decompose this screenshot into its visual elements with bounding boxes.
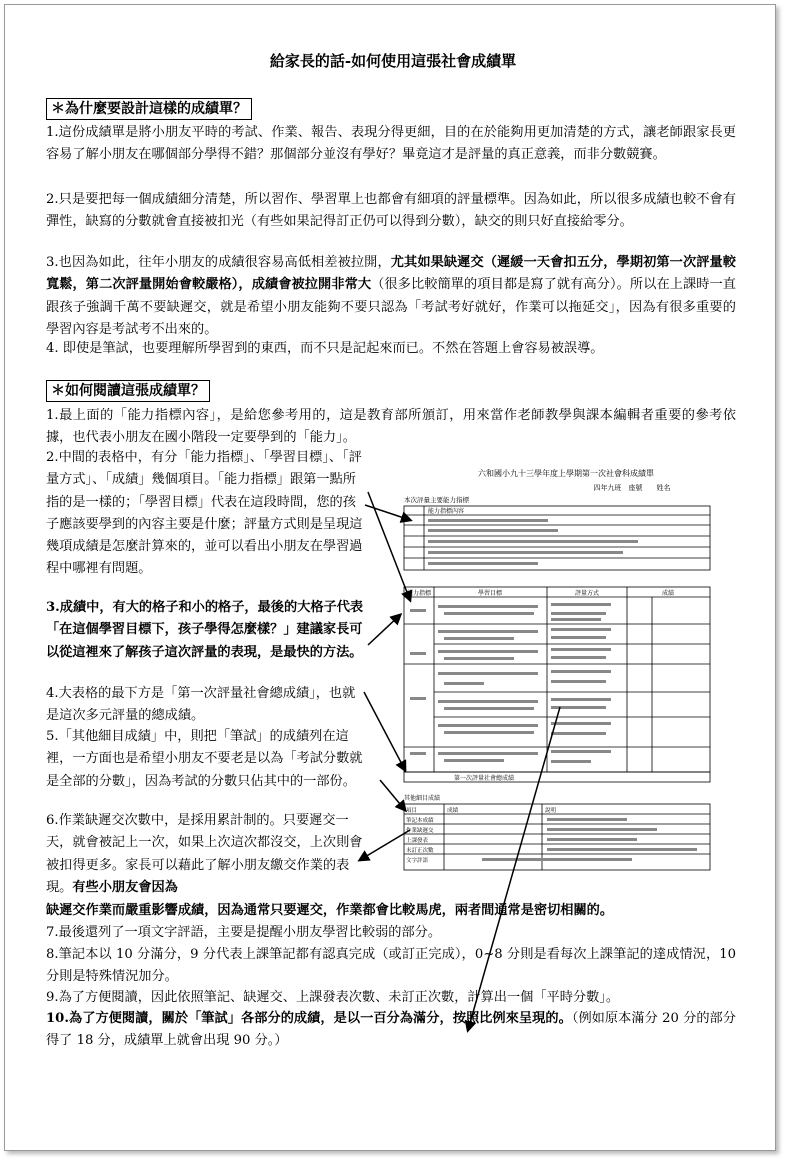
paragraph-how-6b: 缺遲交作業而嚴重影響成績，因為通常只要遲交，作業都會比較馬虎，兩者間通常是密切相關的。: [46, 903, 614, 918]
arrow-total: [364, 692, 405, 770]
paragraph-why-2: 2.只是要把每一個成績細分清楚，所以習作、學習單上也都會有細項的評量標準。因為如此，所以很多成績也較不會有彈性，缺寫的分數就會直接被扣光（有些如果記得訂正仍可以得到分數），缺交的則只好直接給零分。: [46, 192, 736, 230]
other-details-header: 其他細目成績: [404, 795, 441, 802]
paragraph-how-6a: 6.作業缺遲交次數中，是採用累計制的。只要遲交一天，就會被記上一次，如果上次這次都沒交，上次則會被扣得更多。家長可以藉此了解小朋友繳交作業的表現。有些小朋友會因為: [46, 813, 363, 895]
report-info-line: 四年九班 座號 姓名: [593, 484, 671, 492]
other-row-late: 作業缺遲交: [406, 828, 434, 834]
arrow-late: [360, 830, 410, 860]
total-score-label: 第一次評量社會總成績: [454, 775, 515, 782]
arrow-score-scale: [468, 707, 560, 1030]
section-heading-why: ＊為什麼要設計這樣的成績單？: [46, 98, 252, 120]
section-heading-how: ＊如何閱讀這張成績單？: [46, 380, 210, 402]
other-col-note: 說明: [545, 808, 557, 814]
other-col-item: 項目: [406, 808, 418, 814]
other-row-participation: 上課發表: [406, 838, 429, 844]
report-indicator-section: 本次評量主要能力指標: [404, 496, 469, 504]
paragraph-how-8: 8.筆記本以 10 分滿分，9 分代表上課筆記都有認真完成（或訂正完成），0~8 分則是看每次上課筆記的達成情況，10 分則是特殊情況加分。: [46, 947, 736, 985]
paragraph-how-7: 7.最後還列了一項文字評語，主要是提醒小朋友學習比較弱的部分。: [46, 925, 442, 940]
col-header-method: 評量方式: [574, 590, 600, 597]
paragraph-how-9: 9.為了方便閱讀，因此依照筆記、缺遲交、上課發表次數、未訂正次數，計算出一個「平時分數」。: [46, 990, 620, 1005]
col-header-indicator: 能力指標: [406, 590, 432, 597]
arrow-big-box: [368, 615, 400, 645]
paragraph-how-1: 1.最上面的「能力指標內容」，是給您參考用的，這是教育部所頒訂，用來當作老師教學與課本編輯者重要的參考依據，也代表小朋友在國小階段一定要學到的「能力」。: [46, 408, 736, 446]
arrow-indicator: [365, 505, 410, 520]
paragraph-how-2: 2.中間的表格中，有分「能力指標」、「學習目標」、「評量方式」、「成績」幾個項目。「能力指標」跟第一點所指的是一樣的；「學習目標」代表在這段時間，您的孩子應該要學到的內容主要是什麼；評量方式則是呈現這幾項成績是怎麼計算來的，並可以看出小朋友在學習過程中哪裡有問題。: [46, 450, 363, 577]
arrow-exam: [380, 780, 405, 810]
paragraph-how-5: 5.「其他細目成績」中，則把「筆試」的成績列在這裡，一方面也是希望小朋友不要老是以為「考試分數就是全部的分數」，因為考試的分數只佔其中的一部份。: [46, 729, 363, 789]
paragraph-how-10: 10.為了方便閱讀，關於「筆試」各部分的成績，是以一百分為滿分，按照比例來呈現的。（例如原本滿分 20 分的部分得了 18 分，成績單上就會出現 90 分。）: [46, 1011, 736, 1049]
paragraph-why-3: 3.也因為如此，往年小朋友的成績很容易高低相差被拉開，尤其如果缺遲交（遲緩一天會扣五分，學期初第一次評量較寬鬆，第二次評量開始會較嚴格），成績會被拉開非常大（很多比較簡單的項目都是寫了就有高分）。所以在上課時一直跟孩子強調千萬不要缺遲交，就是希望小朋友能夠不要只認為「考試考好就好，作業可以拖延交」，因為有很多重要的學習內容是考試考不出來的。: [46, 255, 736, 337]
other-col-score: 成績: [447, 808, 459, 814]
paragraph-why-1: 1.這份成績單是將小朋友平時的考試、作業、報告、表現分得更細，目的在於能夠用更加清楚的方式，讓老師跟家長更容易了解小朋友在哪個部分學得不錯？那個部分並沒有學好？畢竟這才是評量的真正意義，而非分數競賽。: [46, 125, 736, 163]
emphasis-late-work: 尤其如果缺遲交（遲緩一天會扣五分，學期初第一次評量較寬鬆，第二次評量開始會較嚴格），成績會被拉開非常大: [46, 255, 736, 293]
arrow-goal: [368, 492, 410, 600]
indicator-header: 能力指標內容: [428, 508, 465, 515]
other-row-comment: 文字評語: [406, 858, 429, 864]
paragraph-how-4: 4.大表格的最下方是「第一次評量社會總成績」，也就是這次多元評量的總成績。: [46, 686, 356, 724]
other-row-notebook: 筆記本成績: [406, 818, 434, 824]
other-row-corrections: 未訂正次數: [406, 848, 434, 854]
col-header-goal: 學習目標: [477, 590, 503, 597]
page-title: 給家長的話-如何使用這張社會成績單: [269, 52, 517, 70]
report-title: 六和國小九十三學年度上學期第一次社會科成績單: [478, 469, 654, 478]
paragraph-how-3: 3.成績中，有大的格子和小的格子，最後的大格子代表「在這個學習目標下，孩子學得怎麼樣？」建議家長可以從這裡來了解孩子這次評量的表現，是最快的方法。: [46, 600, 364, 660]
col-header-score: 成績: [661, 590, 675, 597]
paragraph-why-4: 4. 即使是筆試，也要理解所學習到的東西，而不只是記起來而已。不然在答題上會容易被誤導。: [46, 341, 604, 356]
